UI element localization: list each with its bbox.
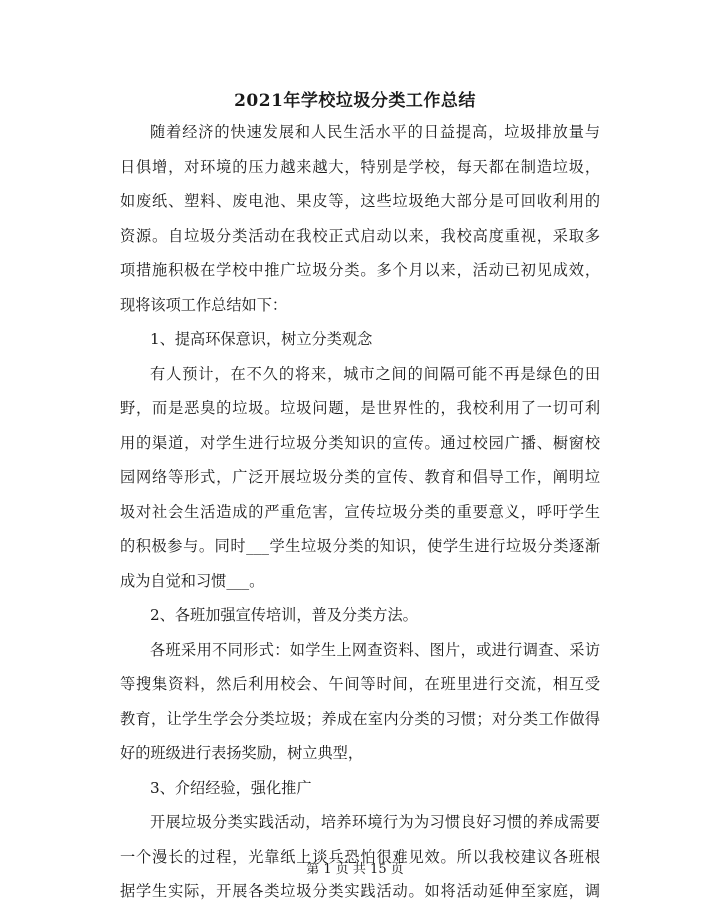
text-line: 成为自觉和习惯___。 bbox=[120, 571, 265, 590]
text-line: 教育，让学生学会分类垃圾；养成在室内分类的习惯；对分类工作做得 bbox=[120, 709, 600, 728]
document-title: 2021年学校垃圾分类工作总结 bbox=[234, 91, 476, 111]
text-line: 随着经济的快速发展和人民生活水平的日益提高，垃圾排放量与 bbox=[150, 123, 600, 141]
text-line: 各班采用不同形式：如学生上网查资料、图片，或进行调查、采访 bbox=[150, 640, 600, 659]
text-line: 的积极参与。同时___学生垃圾分类的知识，使学生进行垃圾分类逐渐 bbox=[120, 537, 600, 555]
text-line: 用的渠道，对学生进行垃圾分类知识的宣传。通过校园广播、橱窗校 bbox=[120, 433, 600, 452]
page-footer: 第 1 页 共 15 页 bbox=[306, 862, 404, 877]
text-line: 资源。自垃圾分类活动在我校正式启动以来，我校高度重视，采取多 bbox=[120, 226, 600, 245]
text-line: 项措施积极在学校中推广垃圾分类。多个月以来，活动已初见成效， bbox=[120, 261, 600, 279]
text-line: 有人预计，在不久的将来，城市之间的间隔可能不再是绿色的田 bbox=[150, 364, 600, 383]
text-line: 圾对社会生活造成的严重危害，宣传垃圾分类的重要意义，呼吁学生 bbox=[120, 502, 600, 521]
text-line: 园网络等形式，广泛开展垃圾分类的宣传、教育和倡导工作，阐明垃 bbox=[120, 468, 600, 486]
text-line: 野，而是恶臭的垃圾。垃圾问题，是世界性的，我校利用了一切可利 bbox=[120, 399, 600, 417]
document-body bbox=[120, 115, 600, 909]
text-line: 开展垃圾分类实践活动，培养环境行为为习惯良好习惯的养成需要 bbox=[150, 813, 600, 831]
text-line: 3、介绍经验，强化推广 bbox=[150, 778, 312, 797]
text-line: 1、提高环保意识，树立分类观念 bbox=[150, 330, 373, 348]
text-line: 现将该项工作总结如下： bbox=[120, 295, 288, 314]
text-line: 一个漫长的过程，光靠纸上谈兵恐怕很难见效。所以我校建议各班根 bbox=[120, 847, 600, 866]
text-line: 据学生实际，开展各类垃圾分类实践活动。如将活动延伸至家庭，调 bbox=[120, 882, 600, 900]
text-line: 好的班级进行表扬奖励，树立典型， bbox=[120, 744, 363, 762]
text-line: 2、各班加强宣传培训，普及分类方法。 bbox=[150, 606, 418, 624]
text-line: 日俱增，对环境的压力越来越大，特别是学校，每天都在制造垃圾， bbox=[120, 157, 600, 176]
text-line: 如废纸、塑料、废电池、果皮等，这些垃圾绝大部分是可回收利用的 bbox=[120, 192, 600, 210]
text-line: 等搜集资料，然后利用校会、午间等时间，在班里进行交流，相互受 bbox=[120, 675, 600, 693]
